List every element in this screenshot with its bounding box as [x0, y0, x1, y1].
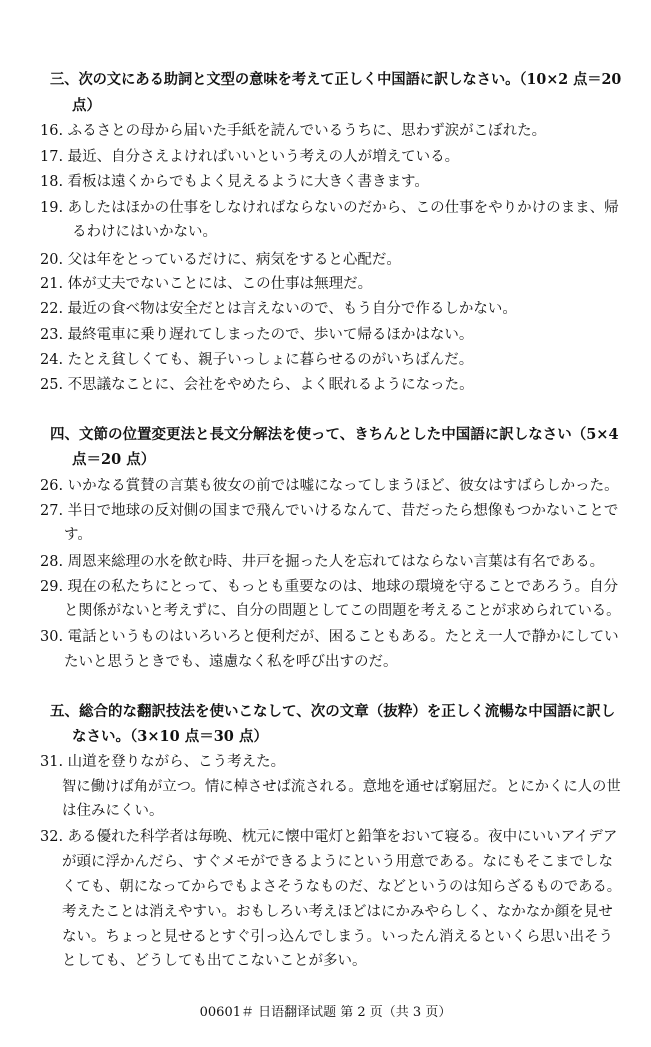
question-19: 19. あしたはほかの仕事をしなければならないのだから、この仕事をやりかけのまま、帰 [40, 200, 619, 216]
question-27-cont: す。 [64, 527, 92, 543]
question-31-passage-cont: は住みにくい。 [62, 803, 164, 819]
question-32-line-3: くても、朝になってからでもよさそうなものだ、などというのは知らざるものである。 [62, 879, 622, 895]
question-21: 21. 体が丈夫でないことには、この仕事は無理だ。 [40, 276, 373, 292]
question-29-cont: と関係がないと考えずに、自分の問題としてこの問題を考えることが求められている。 [64, 603, 621, 619]
question-25: 25. 不思議なことに、会社をやめたら、よく眠れるようになった。 [40, 377, 474, 393]
question-27: 27. 半日で地球の反対側の国まで飛んでいけるなんて、昔だったら想像もつかないことで [40, 503, 619, 519]
question-32-line-4: 考えたことは消えやすい。おもしろい考えほどはにかみやらしく、なかなか顔を見せ [62, 904, 613, 920]
question-26: 26. いかなる賞賛の言葉も彼女の前では嘘になってしまうほど、彼女はすばらしかった。 [40, 478, 619, 494]
question-29: 29. 現在の私たちにとって、もっとも重要なのは、地球の環境を守ることであろう。自分 [40, 579, 619, 595]
question-30: 30. 電話というものはいろいろと便利だが、困ることもある。たとえ一人で静かにしてい [40, 629, 619, 645]
question-18: 18. 看板は遠くからでもよく見えるように大きく書きます。 [40, 174, 429, 190]
question-19-cont: るわけにはいかない。 [72, 224, 217, 240]
question-22: 22. 最近の食べ物は安全だとは言えないので、もう自分で作るしかない。 [40, 301, 517, 317]
question-32-line-2: が頭に浮かんだら、すぐメモができるようにという用意である。なにもそこまでしな [62, 854, 613, 870]
question-30-cont: たいと思うときでも、遠慮なく私を呼び出すのだ。 [64, 654, 398, 670]
question-28: 28. 周恩来総理の水を飲む時、井戸を掘った人を忘れてはならない言葉は有名である。 [40, 554, 605, 570]
section5-heading-cont: なさい。（3×10 点＝30 点） [72, 728, 268, 745]
question-24: 24. たとえ貧しくても、親子いっしょに暮らせるのがいちばんだ。 [40, 352, 474, 368]
question-16: 16. ふるさとの母から届いた手紙を読んでいるうちに、思わず涙がこぼれた。 [40, 123, 547, 139]
question-31-passage: 智に働けば角が立つ。情に棹させば流される。意地を通せば窮屈だ。とにかくに人の世 [62, 779, 621, 795]
section3-heading-cont: 点） [72, 97, 101, 114]
question-32-line-5: ない。ちょっと見せるとすぐ引っ込んでしまう。いったん消えるといくら思い出そう [62, 929, 613, 945]
question-17: 17. 最近、自分さえよければいいという考えの人が増えている。 [40, 149, 460, 165]
section4-heading: 四、文節の位置変更法と長文分解法を使って、きちんとした中国語に訳しなさい（5×4 [50, 426, 619, 443]
question-23: 23. 最終電車に乗り遅れてしまったので、歩いて帰るほかはない。 [40, 327, 474, 343]
question-20: 20. 父は年をとっているだけに、病気をすると心配だ。 [40, 252, 401, 268]
question-32: 32. ある優れた科学者は毎晩、枕元に懐中電灯と鉛筆をおいて寝る。夜中にいいアイデア [40, 829, 618, 845]
page-footer: 00601＃ 日语翻译试题 第 2 页（共 3 页） [199, 1005, 452, 1020]
section5-heading: 五、総合的な翻訳技法を使いこなして、次の文章（抜粋）を正しく流暢な中国語に訳し [50, 703, 616, 720]
section3-heading: 三、次の文にある助詞と文型の意味を考えて正しく中国語に訳しなさい。（10×2 点＝20 [50, 71, 622, 88]
question-31: 31. 山道を登りながら、こう考えた。 [40, 754, 286, 770]
question-32-line-6: としても、どうしても出てこないことが多い。 [62, 953, 367, 969]
section4-heading-cont: 点＝20 点） [72, 451, 156, 468]
